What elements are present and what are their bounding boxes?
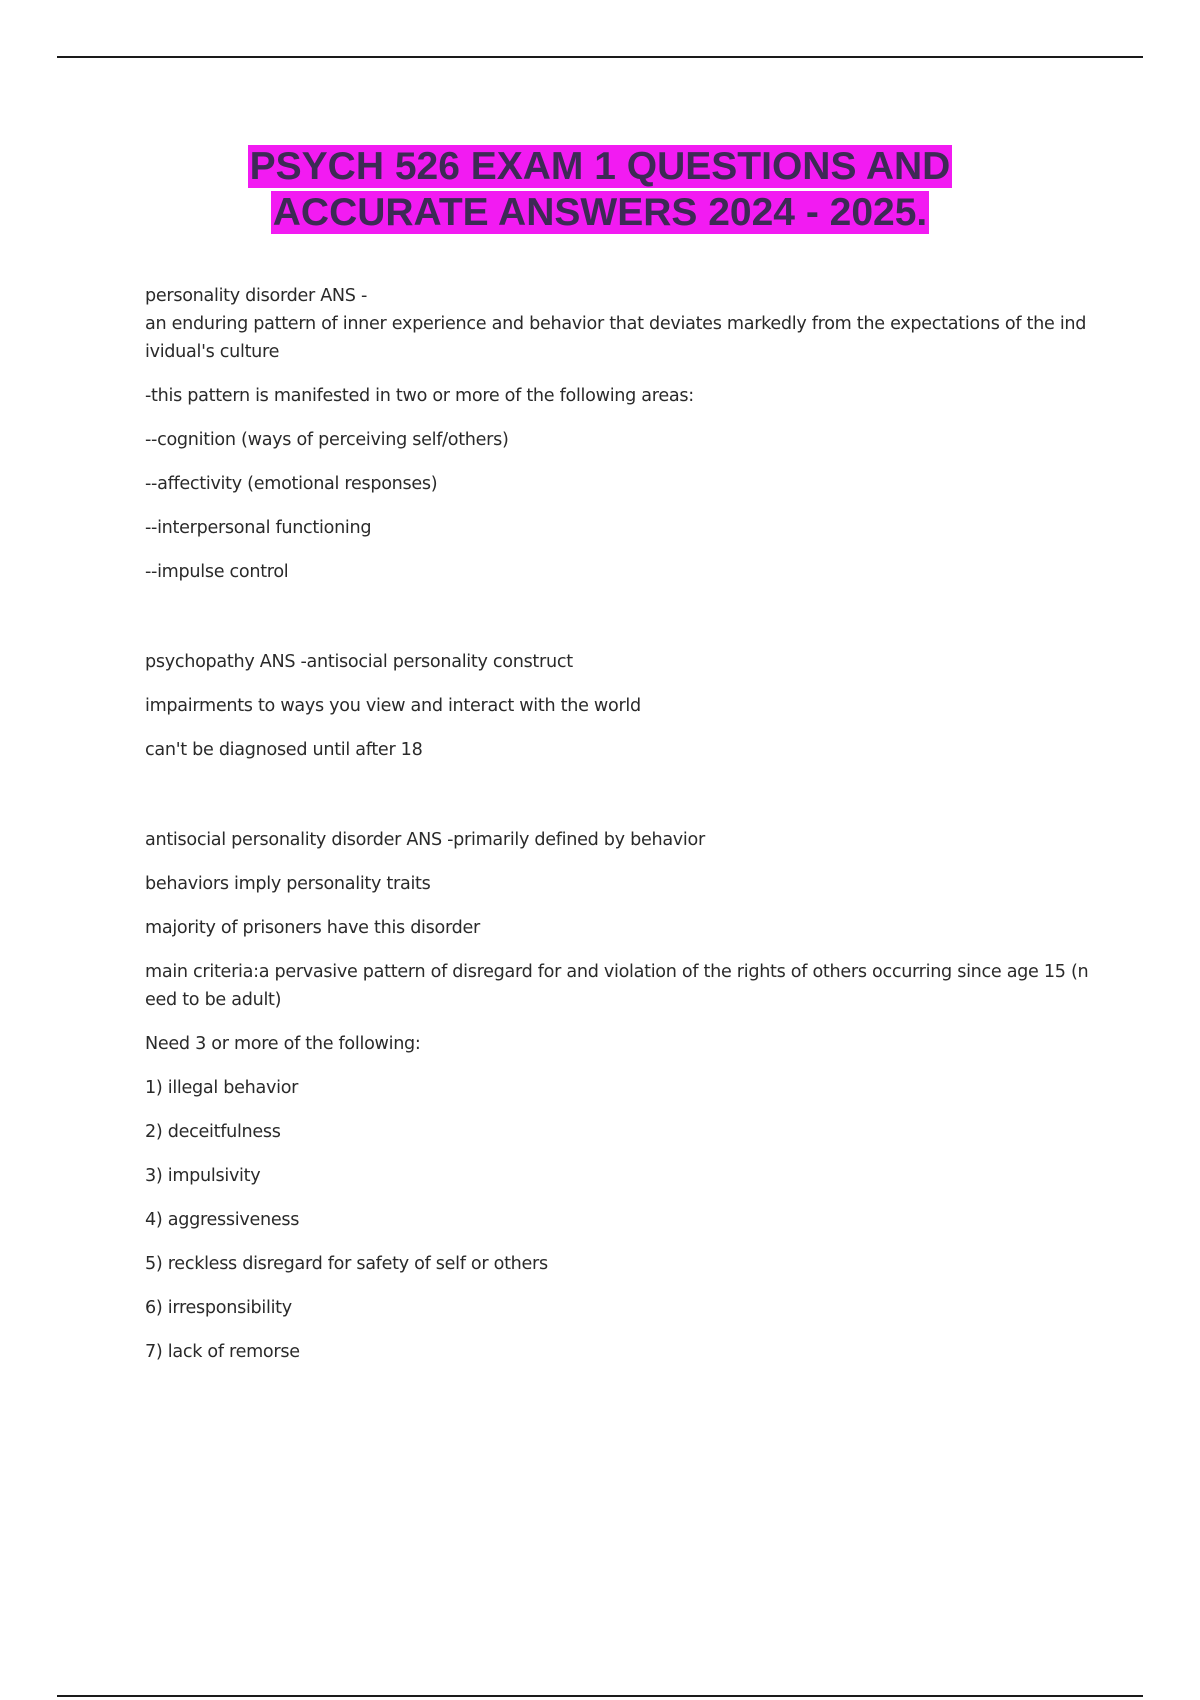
answer-line: impairments to ways you view and interact with the world xyxy=(145,696,641,716)
top-rule xyxy=(57,56,1143,58)
document-title xyxy=(0,144,1200,236)
question-term: antisocial personality disorder ANS -primarily defined by behavior xyxy=(145,830,705,850)
answer-line: behaviors imply personality traits xyxy=(145,874,431,894)
answer-line: 4) aggressiveness xyxy=(145,1210,300,1230)
answer-line: --interpersonal functioning xyxy=(145,518,372,538)
answer-line: --affectivity (emotional responses) xyxy=(145,474,438,494)
qa-section xyxy=(145,826,1090,1366)
answer-line: 2) deceitfulness xyxy=(145,1122,281,1142)
answer-definition: an enduring pattern of inner experience and behavior that deviates markedly from the expectations of the individual's culture xyxy=(145,314,1087,362)
answer-line: 1) illegal behavior xyxy=(145,1078,299,1098)
question-term: personality disorder ANS - xyxy=(145,286,368,306)
answer-line: majority of prisoners have this disorder xyxy=(145,918,480,938)
answer-line: 3) impulsivity xyxy=(145,1166,261,1186)
document-body xyxy=(145,282,1090,1366)
answer-line: -this pattern is manifested in two or more of the following areas: xyxy=(145,386,694,406)
title-line-1: PSYCH 526 EXAM 1 QUESTIONS AND xyxy=(249,145,951,188)
title-line-2: ACCURATE ANSWERS 2024 - 2025. xyxy=(272,191,928,234)
answer-line: --cognition (ways of perceiving self/others) xyxy=(145,430,509,450)
qa-section xyxy=(145,282,1090,586)
answer-line: 7) lack of remorse xyxy=(145,1342,300,1362)
answer-line: 6) irresponsibility xyxy=(145,1298,292,1318)
question-term: psychopathy ANS -antisocial personality construct xyxy=(145,652,573,672)
answer-line: 5) reckless disregard for safety of self or others xyxy=(145,1254,548,1274)
qa-section xyxy=(145,648,1090,764)
answer-line: --impulse control xyxy=(145,562,289,582)
answer-line: can't be diagnosed until after 18 xyxy=(145,740,423,760)
bottom-rule xyxy=(57,1695,1143,1697)
answer-line: Need 3 or more of the following: xyxy=(145,1034,421,1054)
answer-line: main criteria:a pervasive pattern of disregard for and violation of the rights of others occurring since age 15 (need to be adult) xyxy=(145,962,1089,1010)
